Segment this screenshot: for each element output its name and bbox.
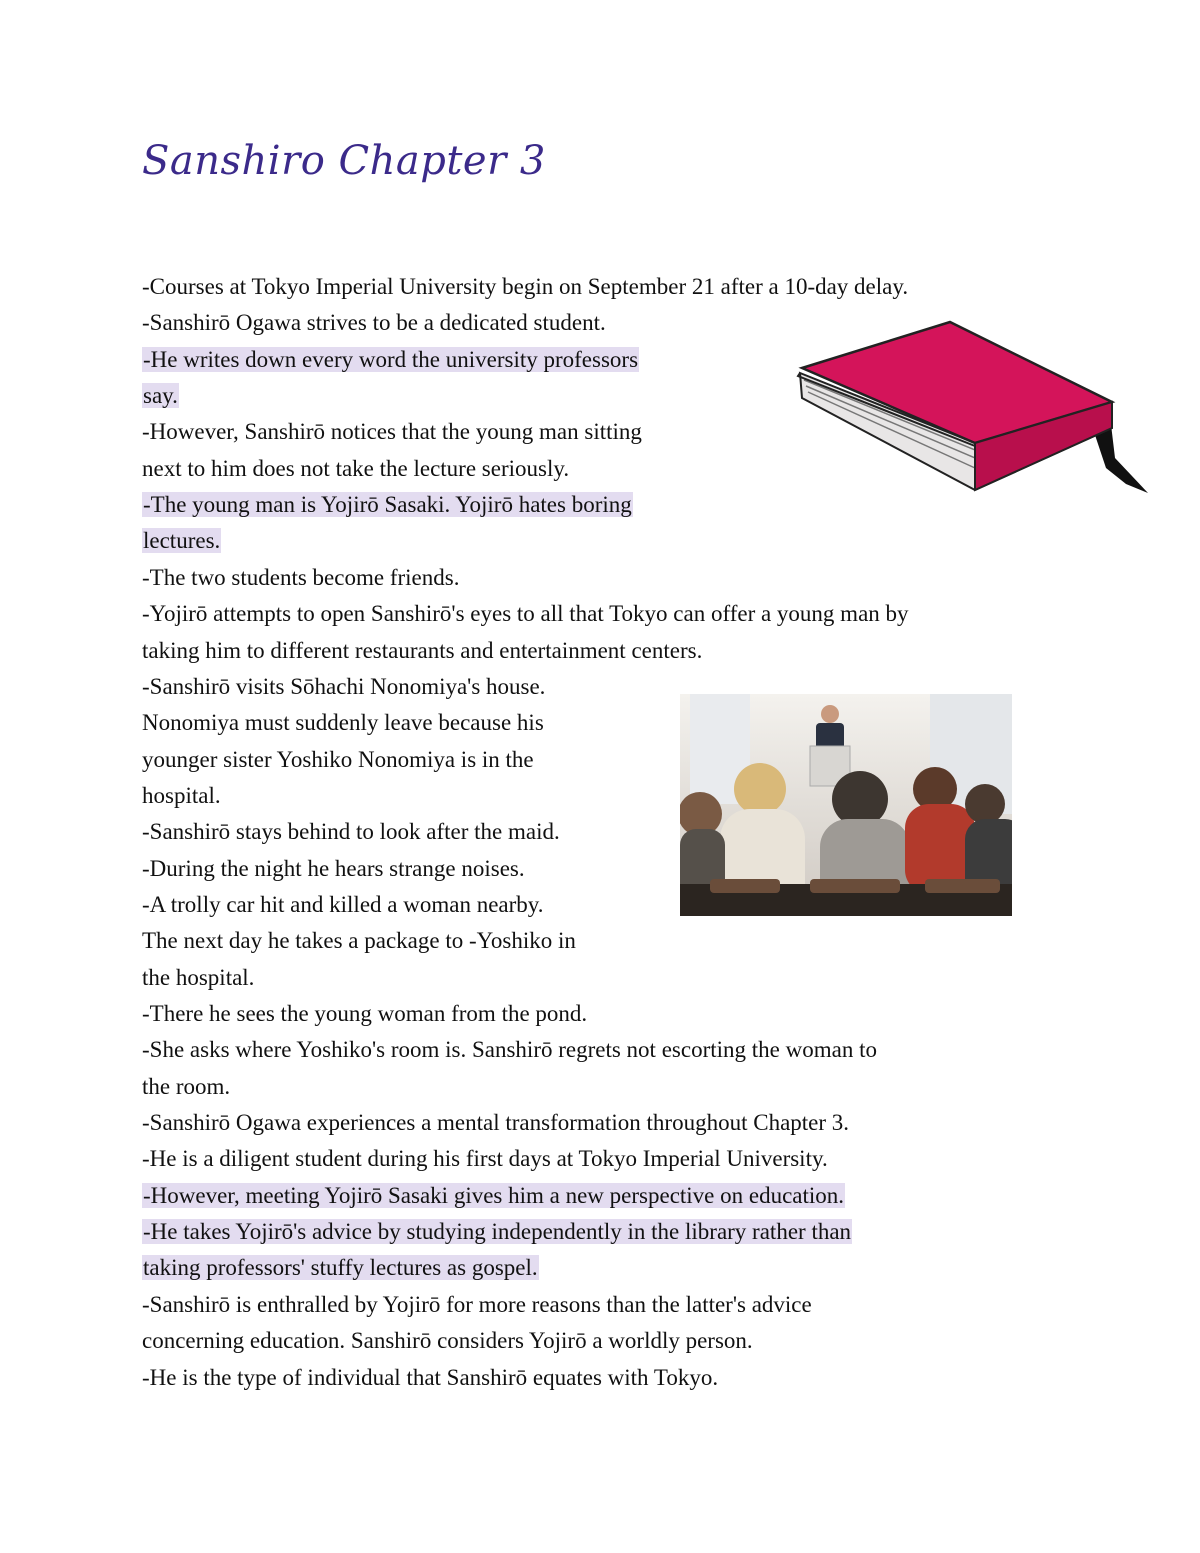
text-line [142, 890, 544, 920]
page-title: Sanshiro Chapter 3 [142, 138, 546, 184]
text-line [142, 1035, 877, 1065]
line-text: -During the night he hears strange noises. [142, 855, 525, 881]
highlighted-text: -However, meeting Yojirō Sasaki gives him a new perspective on education. [143, 1182, 845, 1208]
line-text: next to him does not take the lecture seriously. [142, 455, 570, 481]
text-line [142, 636, 702, 666]
text-line [142, 272, 908, 302]
text-line [142, 926, 576, 956]
line-text: -Yojirō attempts to open Sanshirō's eyes to all that Tokyo can offer a young man by [142, 601, 909, 627]
text-line [142, 563, 459, 593]
line-text: -He is a diligent student during his first days at Tokyo Imperial University. [142, 1146, 828, 1172]
highlighted-text: -The young man is Yojirō Sasaki. Yojirō hates boring [143, 492, 632, 518]
line-text: the room. [142, 1073, 231, 1099]
highlighted-text: taking professors' stuffy lectures as gospel. [143, 1255, 538, 1281]
line-text: The next day he takes a package to -Yoshiko in [142, 928, 576, 954]
line-text: -The two students become friends. [142, 564, 460, 590]
text-line [142, 672, 545, 702]
line-text: -She asks where Yoshiko's room is. Sanshirō regrets not escorting the woman to [142, 1037, 877, 1063]
text-line [142, 1217, 852, 1247]
text-line [142, 381, 179, 411]
text-line [142, 345, 639, 375]
line-text: -Sanshirō visits Sōhachi Nonomiya's house. [142, 673, 546, 699]
text-line [142, 1290, 812, 1320]
highlighted-text: -He takes Yojirō's advice by studying independently in the library rather than [143, 1219, 852, 1245]
line-text: -Sanshirō Ogawa experiences a mental transformation throughout Chapter 3. [142, 1110, 850, 1136]
highlighted-text: lectures. [143, 528, 221, 554]
line-text: -Sanshirō Ogawa strives to be a dedicated student. [142, 310, 606, 336]
text-line [142, 1326, 753, 1356]
text-line [142, 963, 254, 993]
text-line [142, 1144, 828, 1174]
text-line [142, 490, 633, 520]
highlighted-text: -He writes down every word the university professors [143, 346, 639, 372]
line-text: -Courses at Tokyo Imperial University begin on September 21 after a 10-day delay. [142, 274, 909, 299]
text-line [142, 745, 534, 775]
text-line [142, 526, 221, 556]
line-text: younger sister Yoshiko Nonomiya is in the [142, 746, 534, 772]
text-line [142, 1181, 845, 1211]
text-line [142, 1253, 539, 1283]
text-line [142, 854, 525, 884]
text-line [142, 708, 544, 738]
text-line [142, 1072, 230, 1102]
line-text: concerning education. Sanshirō considers Yojirō a worldly person. [142, 1328, 753, 1354]
line-text: -There he sees the young woman from the pond. [142, 1001, 588, 1026]
text-line [142, 417, 642, 447]
red-book-icon [790, 318, 1152, 498]
line-text: -A trolly car hit and killed a woman nearby. [142, 891, 544, 917]
text-line [142, 999, 587, 1029]
text-line [142, 308, 606, 338]
text-line [142, 599, 909, 629]
line-text: taking him to different restaurants and entertainment centers. [142, 637, 703, 663]
line-text: -Sanshirō is enthralled by Yojirō for more reasons than the latter's advice [142, 1291, 812, 1317]
line-text: -Sanshirō stays behind to look after the maid. [142, 819, 560, 845]
line-text: Nonomiya must suddenly leave because his [142, 710, 544, 736]
line-text: -He is the type of individual that Sanshirō equates with Tokyo. [142, 1364, 719, 1390]
text-line [142, 781, 221, 811]
text-line [142, 817, 560, 847]
line-text: -However, Sanshirō notices that the young man sitting [142, 419, 642, 445]
lecture-hall-photo [680, 694, 1012, 916]
line-text: hospital. [142, 782, 221, 808]
text-line [142, 1108, 849, 1138]
line-text: the hospital. [142, 964, 255, 990]
text-line [142, 454, 569, 484]
highlighted-text: say. [143, 383, 178, 409]
text-line [142, 1363, 718, 1393]
